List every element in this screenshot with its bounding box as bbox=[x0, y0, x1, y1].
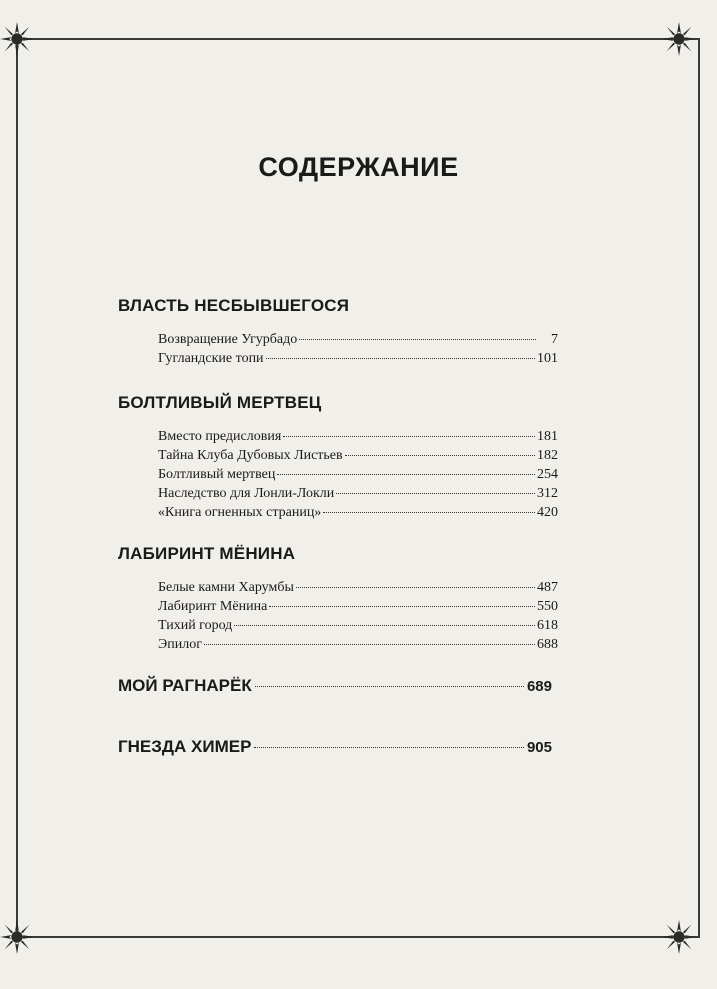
toc-entry bbox=[158, 465, 558, 484]
dot-leader bbox=[269, 606, 535, 607]
corner-ornament-top-right-icon bbox=[660, 20, 698, 58]
dot-leader bbox=[296, 587, 535, 588]
toc-entry-label: Возвращение Угурбадо bbox=[158, 332, 298, 347]
dot-leader bbox=[277, 474, 535, 475]
corner-ornament-bottom-left-icon bbox=[0, 918, 36, 956]
dot-leader bbox=[254, 747, 524, 748]
toc-entry-page: 182 bbox=[537, 448, 558, 463]
toc-entry-page: 101 bbox=[537, 351, 558, 366]
dot-leader bbox=[255, 686, 524, 687]
toc-entry-label: «Книга огненных страниц» bbox=[158, 505, 322, 520]
toc-entry-page: 7 bbox=[551, 332, 558, 347]
toc-entry-list bbox=[158, 578, 558, 654]
toc-entry-page: 312 bbox=[537, 486, 558, 501]
corner-ornament-top-left-icon bbox=[0, 20, 36, 58]
toc-entry-label: Вместо предисловия bbox=[158, 429, 282, 444]
toc-entry-page: 905 bbox=[526, 739, 552, 756]
toc-entry-label: ГНЕЗДА ХИМЕР bbox=[118, 737, 252, 756]
section-title: ВЛАСТЬ НЕСБЫВШЕГОСЯ bbox=[118, 296, 350, 315]
toc-entry bbox=[158, 349, 558, 368]
toc-entry-page: 689 bbox=[526, 678, 552, 695]
toc-section bbox=[118, 544, 558, 654]
toc-entry-list bbox=[158, 427, 558, 522]
toc-entry-page: 550 bbox=[537, 599, 558, 614]
toc-entry-list bbox=[158, 330, 558, 368]
toc-entry-label: Наследство для Лонли-Локли bbox=[158, 486, 335, 501]
toc-entry-page: 254 bbox=[537, 467, 558, 482]
toc-standalone-entry bbox=[118, 737, 552, 757]
toc-entry-label: Гугландские топи bbox=[158, 351, 264, 366]
toc-entry-page: 688 bbox=[537, 637, 558, 652]
toc-entry bbox=[158, 597, 558, 616]
toc-entry-page: 618 bbox=[537, 618, 558, 633]
toc-entry bbox=[158, 635, 558, 654]
toc-entry bbox=[158, 616, 558, 635]
toc-entry-label: Болтливый мертвец bbox=[158, 467, 276, 482]
toc-entry bbox=[158, 427, 558, 446]
page-title: СОДЕРЖАНИЕ bbox=[258, 152, 459, 182]
toc-entry-page: 420 bbox=[537, 505, 558, 520]
toc-standalone-entry bbox=[118, 676, 552, 696]
toc-entry-label: Эпилог bbox=[158, 637, 202, 652]
toc-entry-page: 487 bbox=[537, 580, 558, 595]
dot-leader bbox=[336, 493, 535, 494]
toc-entry bbox=[158, 503, 558, 522]
dot-leader bbox=[283, 436, 535, 437]
dot-leader bbox=[204, 644, 535, 645]
section-title: ЛАБИРИНТ МЁНИНА bbox=[118, 544, 296, 563]
section-title: БОЛТЛИВЫЙ МЕРТВЕЦ bbox=[118, 393, 322, 412]
toc-entry bbox=[158, 484, 558, 503]
toc-section bbox=[118, 393, 558, 522]
toc-entry-label: Белые камни Харумбы bbox=[158, 580, 294, 595]
toc-entry-label: МОЙ РАГНАРЁК bbox=[118, 676, 252, 695]
dot-leader bbox=[266, 358, 535, 359]
corner-ornament-bottom-right-icon bbox=[660, 918, 698, 956]
dot-leader bbox=[234, 625, 535, 626]
toc-entry bbox=[158, 330, 558, 349]
dot-leader bbox=[299, 339, 536, 340]
toc-entry-label: Тихий город bbox=[158, 618, 233, 633]
toc-entry-page: 181 bbox=[537, 429, 558, 444]
dot-leader bbox=[323, 512, 535, 513]
dot-leader bbox=[345, 455, 535, 456]
toc-entry-label: Тайна Клуба Дубовых Листьев bbox=[158, 448, 343, 463]
toc-entry bbox=[158, 446, 558, 465]
toc-entry bbox=[158, 578, 558, 597]
toc-section bbox=[118, 296, 558, 368]
toc-entry-label: Лабиринт Мёнина bbox=[158, 599, 268, 614]
